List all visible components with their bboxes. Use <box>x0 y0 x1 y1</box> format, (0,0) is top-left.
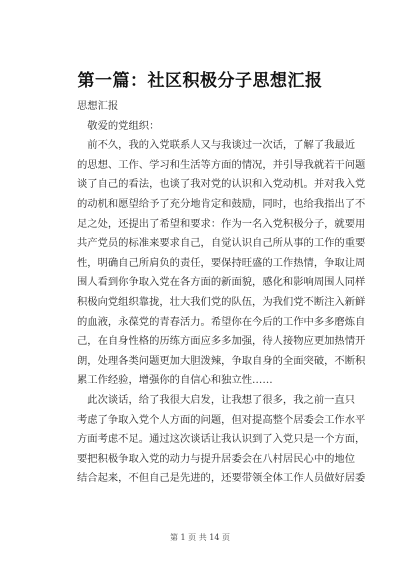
text-line: 性，明确自己所肩负的责任，要保持旺盛的工作热情，争取让周 <box>77 256 366 269</box>
text-line: 足之处，还提出了希望和要求：作为一名入党积极分子，就要用 <box>77 217 366 230</box>
text-line: 思想汇报 <box>77 100 119 112</box>
text-line: 共产党员的标准来要求自己，自觉认识自己所从事的工作的重要 <box>77 237 366 250</box>
text-line: 谈了自己的看法，也谈了我对党的认识和入党动机。并对我入党 <box>77 178 366 191</box>
text-line: 方面考虑不足。通过这次谈话让我认识到了入党只是一个方面， <box>77 433 366 446</box>
text-line: 己，在自身性格的历练方面应多多加强，待人接物应更加热情开 <box>77 335 366 348</box>
text-line: 累工作经验，增强你的自信心和独立性…… <box>77 374 273 387</box>
text-line: 积极向党组织靠拢，壮大我们党的队伍，为我们党不断注入新鲜 <box>77 295 366 308</box>
text-line: 结合起来，不但自己是先进的，还要带领全体工作人员做好居委 <box>77 472 366 485</box>
text-line: 围人看到你争取入党在各方面的新面貌，感化和影响周围人同样 <box>77 276 366 289</box>
text-line: 敬爱的党组织： <box>77 119 160 132</box>
text-line: 的血液，永葆党的青春活力。希望你在今后的工作中多多磨炼自 <box>77 315 366 328</box>
text-line: 的思想、工作、学习和生活等方面的情况，并引导我就若干问题 <box>77 158 366 171</box>
text-line: 要把积极争取入党的动力与提升居委会在八村居民心中的地位 <box>77 452 356 465</box>
text-line: 此次谈话，给了我很大启发，让我想了很多，我之前一直只 <box>77 393 356 406</box>
text-line: 考虑了争取入党个人方面的问题，但对提高整个居委会工作水平 <box>77 413 366 426</box>
page-number-footer: 第 1 页 共 14 页 <box>170 533 230 542</box>
page-title: 第一篇：社区积极分子思想汇报 <box>77 71 323 91</box>
text-line: 朗，处理各类问题更加大胆泼辣，争取自身的全面突破，不断积 <box>77 354 366 367</box>
text-line: 前不久，我的入党联系人又与我谈过一次话，了解了我最近 <box>77 139 356 152</box>
text-line: 的动机和愿望给予了充分地肯定和鼓励，同时，也给我指出了不 <box>77 197 366 210</box>
body-text <box>77 97 366 489</box>
